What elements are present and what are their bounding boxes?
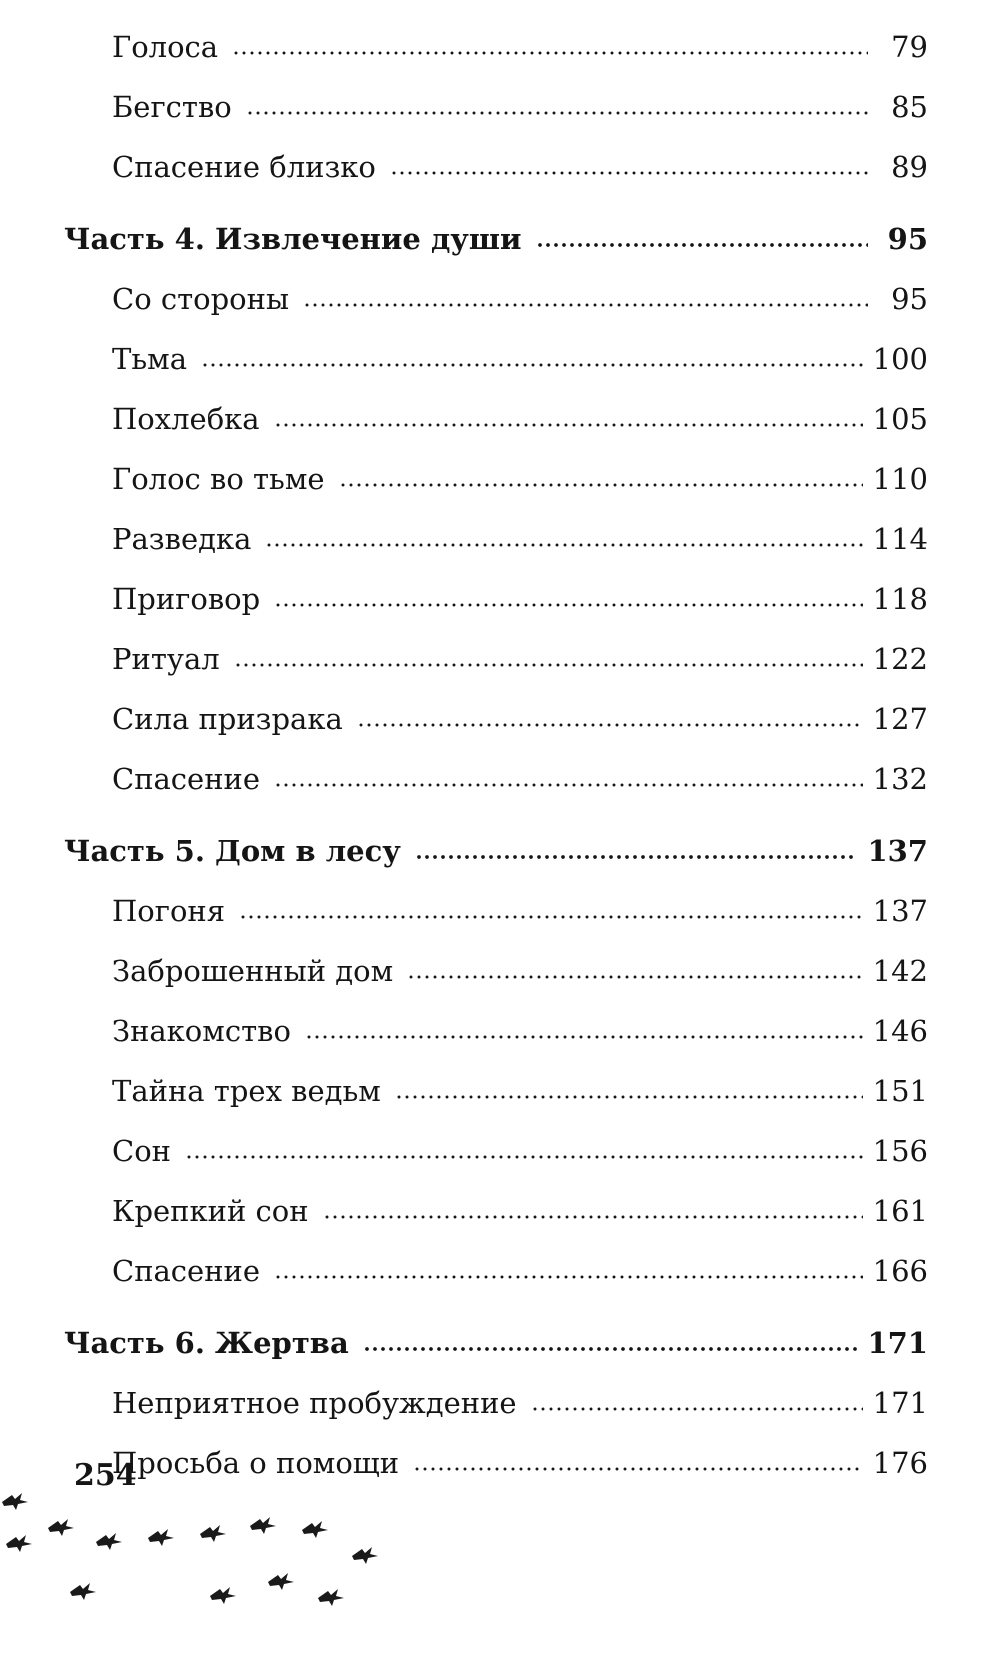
toc-entry-page: 171 (872, 1386, 928, 1420)
toc-entry-title: Крепкий сон (112, 1194, 309, 1228)
toc-entry (64, 944, 928, 1004)
dot-leader (265, 542, 862, 548)
toc-part-entry (64, 812, 928, 884)
toc-entry-title: Погоня (112, 894, 226, 928)
toc-entry (64, 1004, 928, 1064)
dot-leader (357, 722, 863, 728)
toc-entry-page: 95 (887, 222, 928, 256)
toc-entry-title: Часть 5. Дом в лесу (64, 834, 401, 868)
dot-leader (239, 914, 863, 920)
toc-part-entry (64, 1304, 928, 1376)
toc-entry-title: Разведка (112, 522, 252, 556)
dot-leader (305, 1034, 863, 1040)
toc-entry-title: Бегство (112, 90, 232, 124)
toc-entry-title: Ритуал (112, 642, 220, 676)
dot-leader (531, 1406, 863, 1412)
toc-entry-title: Спасение близко (112, 150, 376, 184)
toc-entry (64, 692, 928, 752)
toc-entry-page: 142 (872, 954, 928, 988)
toc-entry-title: Часть 4. Извлечение души (64, 222, 522, 256)
dot-leader (201, 362, 863, 368)
dot-leader (395, 1094, 863, 1100)
toc-entry-page: 110 (872, 462, 928, 496)
dot-leader (234, 662, 863, 668)
toc-entry-page: 151 (872, 1074, 928, 1108)
toc-entry-page: 122 (872, 642, 928, 676)
toc-entry (64, 572, 928, 632)
toc-entry (64, 1184, 928, 1244)
dot-leader (339, 482, 863, 488)
dot-leader (390, 170, 868, 176)
toc-entry-page: 89 (891, 150, 928, 184)
toc-entry-page: 137 (867, 834, 928, 868)
toc-entry-title: Голоса (112, 30, 219, 64)
toc-part-entry (64, 200, 928, 272)
toc-entry-page: 132 (872, 762, 928, 796)
toc-entry (64, 1376, 928, 1436)
toc-entry-page: 105 (872, 402, 928, 436)
toc-entry-title: Тайна трех ведьм (112, 1074, 381, 1108)
toc-entry-title: Приговор (112, 582, 261, 616)
toc-entry-title: Похлебка (112, 402, 260, 436)
toc-entry-page: 127 (872, 702, 928, 736)
toc-entry-title: Голос во тьме (112, 462, 325, 496)
toc-entry (64, 1244, 928, 1304)
toc-entry (64, 272, 928, 332)
toc-entry-page: 146 (872, 1014, 928, 1048)
toc-entry-title: Спасение (112, 1254, 261, 1288)
toc-entry (64, 1064, 928, 1124)
toc-entry (64, 512, 928, 572)
dot-leader (274, 1274, 863, 1280)
toc-entry-title: Просьба о помощи (112, 1446, 400, 1480)
toc-entry-title: Заброшенный дом (112, 954, 394, 988)
table-of-contents (64, 20, 928, 1496)
dot-leader (407, 974, 863, 980)
dot-leader (274, 602, 862, 608)
dot-leader (323, 1214, 863, 1220)
toc-entry (64, 632, 928, 692)
toc-entry (64, 884, 928, 944)
toc-entry-page: 156 (872, 1134, 928, 1168)
toc-entry-page: 118 (872, 582, 928, 616)
toc-entry-title: Спасение (112, 762, 261, 796)
toc-entry-title: Часть 6. Жертва (64, 1326, 349, 1360)
toc-entry-page: 137 (872, 894, 928, 928)
dot-leader (185, 1154, 863, 1160)
dot-leader (363, 1346, 858, 1352)
dot-leader (274, 782, 863, 788)
toc-entry (64, 80, 928, 140)
toc-entry-title: Знакомство (112, 1014, 291, 1048)
toc-entry-page: 114 (872, 522, 928, 556)
toc-entry-page: 161 (872, 1194, 928, 1228)
toc-entry-page: 79 (891, 30, 928, 64)
toc-entry-page: 171 (867, 1326, 928, 1360)
dot-leader (246, 110, 868, 116)
toc-entry-page: 176 (872, 1446, 928, 1480)
toc-entry (64, 1124, 928, 1184)
dot-leader (536, 242, 868, 248)
toc-entry (64, 332, 928, 392)
toc-entry-page: 166 (872, 1254, 928, 1288)
dot-leader (415, 854, 858, 860)
toc-entry-page: 100 (872, 342, 928, 376)
toc-entry-title: Сила призрака (112, 702, 343, 736)
toc-entry-title: Тьма (112, 342, 187, 376)
toc-entry-title: Неприятное пробуждение (112, 1386, 517, 1420)
toc-entry (64, 20, 928, 80)
dot-leader (303, 302, 868, 308)
toc-entry-page: 85 (891, 90, 928, 124)
toc-entry-title: Со стороны (112, 282, 290, 316)
toc-entry (64, 752, 928, 812)
dot-leader (232, 50, 868, 56)
toc-entry-title: Сон (112, 1134, 171, 1168)
dot-leader (274, 422, 863, 428)
toc-entry-page: 95 (891, 282, 928, 316)
page-number: 254 (74, 1458, 137, 1493)
toc-entry (64, 140, 928, 200)
toc-entry (64, 452, 928, 512)
dot-leader (413, 1466, 863, 1472)
toc-entry (64, 392, 928, 452)
flying-birds-icon (0, 1486, 420, 1659)
